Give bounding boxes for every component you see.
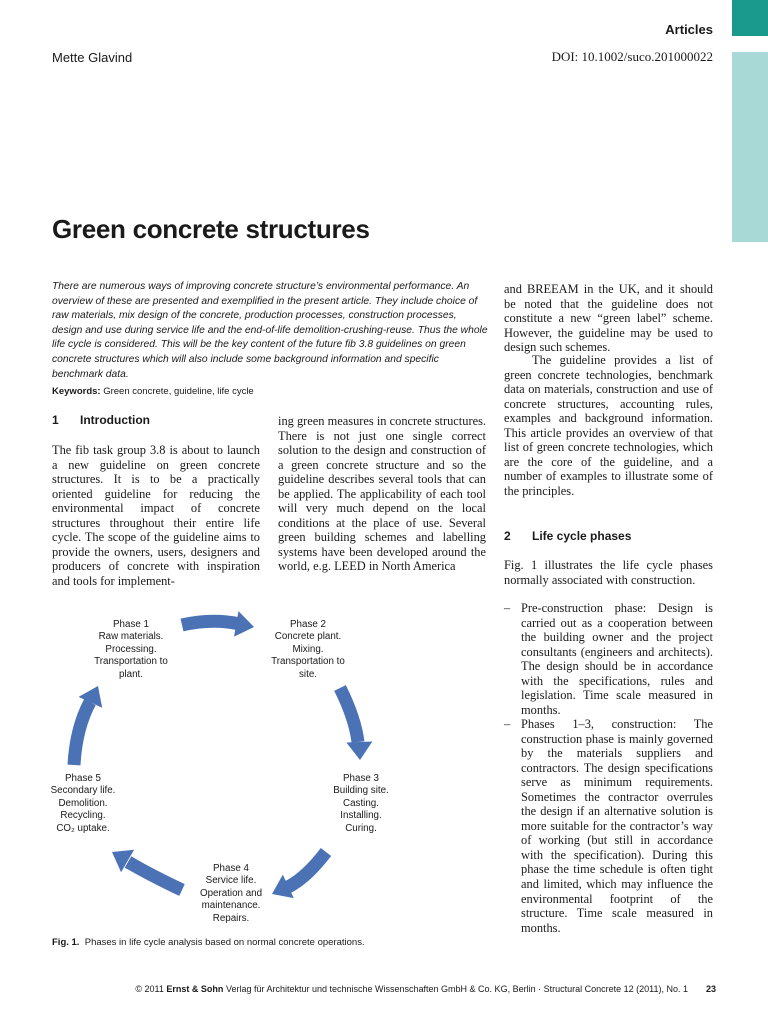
phase-2-label <box>266 619 350 681</box>
footer-text: Verlag für Architektur und technische Wissenschaften GmbH & Co. KG, Berlin · Structural Concrete 12 (2011), No. 1 <box>225 984 688 994</box>
doi[interactable]: DOI: 10.1002/suco.201000022 <box>551 49 713 64</box>
color-tab-side <box>732 52 768 242</box>
body-column-1: The fib task group 3.8 is about to launch a new guideline on green concrete structures. It is to be a practically oriented guideline for reducing the environmental impact of concrete structures throughout their entire life cycle. The scope of the guideline aims to provide the owners, users, designers and producers of concrete with inspiration and tools for implement- <box>52 443 260 588</box>
arrow-phase-1-to-2 <box>182 611 256 640</box>
phase-line: Demolition. <box>58 797 108 809</box>
bullet-item <box>504 717 713 935</box>
caption-text: Phases in life cycle analysis based on normal concrete operations. <box>84 937 365 948</box>
phase-line: Secondary life. <box>50 785 116 797</box>
bullet-text: Phases 1–3, construction: The construction phase is mainly governed by the materials suppliers and contractors. The design specifications serve as minimum requirements. Sometimes the contractor overrules the design if an alternative solution is more suitable for the contractor’s way of working (but still in accordance with the specification). During this phase the time schedule is often tight and limited, which may influence the environmental footprint of the structure. Time scale measured in months. <box>521 717 713 935</box>
phase-line: Recycling. <box>60 810 106 822</box>
bullet-dash: – <box>504 601 511 615</box>
phase-line: site. <box>299 668 317 680</box>
phase-line: Processing. <box>105 643 157 655</box>
body-column-3-para-2: The guideline provides a list of green concrete technologies, benchmark data on materials, construction and use of concrete structures, accounting rules, examples and background information. This article provides an overview of that list of green concrete technologies, which are the core of the guideline, and a number of examples to illustrate some of the principles. <box>504 353 713 498</box>
phase-title: Phase 4 <box>213 863 249 874</box>
bullet-dash: – <box>504 717 511 731</box>
keywords-label: Keywords: <box>52 386 101 397</box>
page-footer <box>60 984 716 994</box>
body-column-2: ing green measures in concrete structures. There is not just one single correct solution to the design and construction of a green concrete structure and so the guideline describes several tools that can be applied. The applicability of each tool will very much depend on the local conditions at the place of use. Several green building schemes and labelling systems have been developed around the world, e.g. LEED in North America <box>278 414 486 574</box>
footer-publisher: Ernst & Sohn <box>166 984 224 994</box>
phase-1-label <box>85 619 177 681</box>
phase-line: Operation and <box>199 887 263 899</box>
arrow-phase-2-to-3 <box>340 688 373 760</box>
article-title: Green concrete structures <box>52 214 370 244</box>
section-heading-introduction <box>52 413 150 427</box>
phase-5-label <box>40 773 126 835</box>
phase-line: Transportation to <box>271 656 345 668</box>
keywords-text: Green concrete, guideline, life cycle <box>103 386 254 397</box>
author-name: Mette Glavind <box>52 50 133 65</box>
phase-line: Transportation to <box>94 656 168 668</box>
section-number: 2 <box>504 529 511 543</box>
caption-label: Fig. 1. <box>52 937 80 948</box>
body-column-3-para-1: and BREEAM in the UK, and it should be noted that the guideline does not constitute a new “green label” scheme. However, the guideline may be used to design such schemes. <box>504 282 713 355</box>
figure-caption <box>52 937 365 948</box>
bullet-item <box>504 601 713 717</box>
bullet-text: Pre-construction phase: Design is carried out as a cooperation between the building owner and the project consultants (engineers and architects). The design should be in accordance with the specifications, rules and legislation. Time scale measured in months. <box>521 601 713 717</box>
phase-line: plant. <box>119 668 143 680</box>
phase-line: Building site. <box>333 785 389 797</box>
section-label: Articles <box>665 22 713 37</box>
phase-title: Phase 2 <box>290 619 326 630</box>
phase-line: Casting. <box>343 797 379 809</box>
phase-line: Mixing. <box>292 643 324 655</box>
section-title: Introduction <box>80 413 150 427</box>
phase-line: Curing. <box>345 822 377 834</box>
phase-4-label <box>186 863 276 925</box>
section-title: Life cycle phases <box>532 529 632 543</box>
arrow-phase-5-to-1 <box>74 681 110 765</box>
abstract: There are numerous ways of improving concrete structure’s environmental performance. An overview of these are presented and exemplified in the present article. They include choice of raw materials, mix design of the concrete, production processes, construction processes, design and use during service life and the end-of-life demolition-crushing-reuse. Thus the whole life cycle is considered. This will be the key content of the future fib 3.8 guidelines on green concrete structures which will also include some background information and specific benchmark data. <box>52 281 488 380</box>
color-tab-top <box>732 0 768 36</box>
phase-line: Repairs. <box>212 912 250 924</box>
keywords <box>52 386 488 397</box>
phase-line: Concrete plant. <box>274 631 342 643</box>
phase-line: Installing. <box>340 810 382 822</box>
arrow-phase-4-to-5 <box>106 841 183 890</box>
section-heading-life-cycle <box>504 529 631 543</box>
phase-title: Phase 1 <box>113 619 149 630</box>
phase-title: Phase 5 <box>65 773 101 784</box>
phase-3-label <box>326 773 396 835</box>
footer-copyright: © 2011 <box>135 984 164 994</box>
phase-line: CO₂ uptake. <box>56 822 110 834</box>
page-number: 23 <box>705 984 716 994</box>
section-number: 1 <box>52 413 59 427</box>
phase-line: Raw materials. <box>98 631 164 643</box>
phase-title: Phase 3 <box>343 773 379 784</box>
phase-line: maintenance. <box>201 900 261 912</box>
body-column-3-para-3: Fig. 1 illustrates the life cycle phases normally associated with construction. <box>504 558 713 587</box>
phase-line: Service life. <box>205 875 257 887</box>
